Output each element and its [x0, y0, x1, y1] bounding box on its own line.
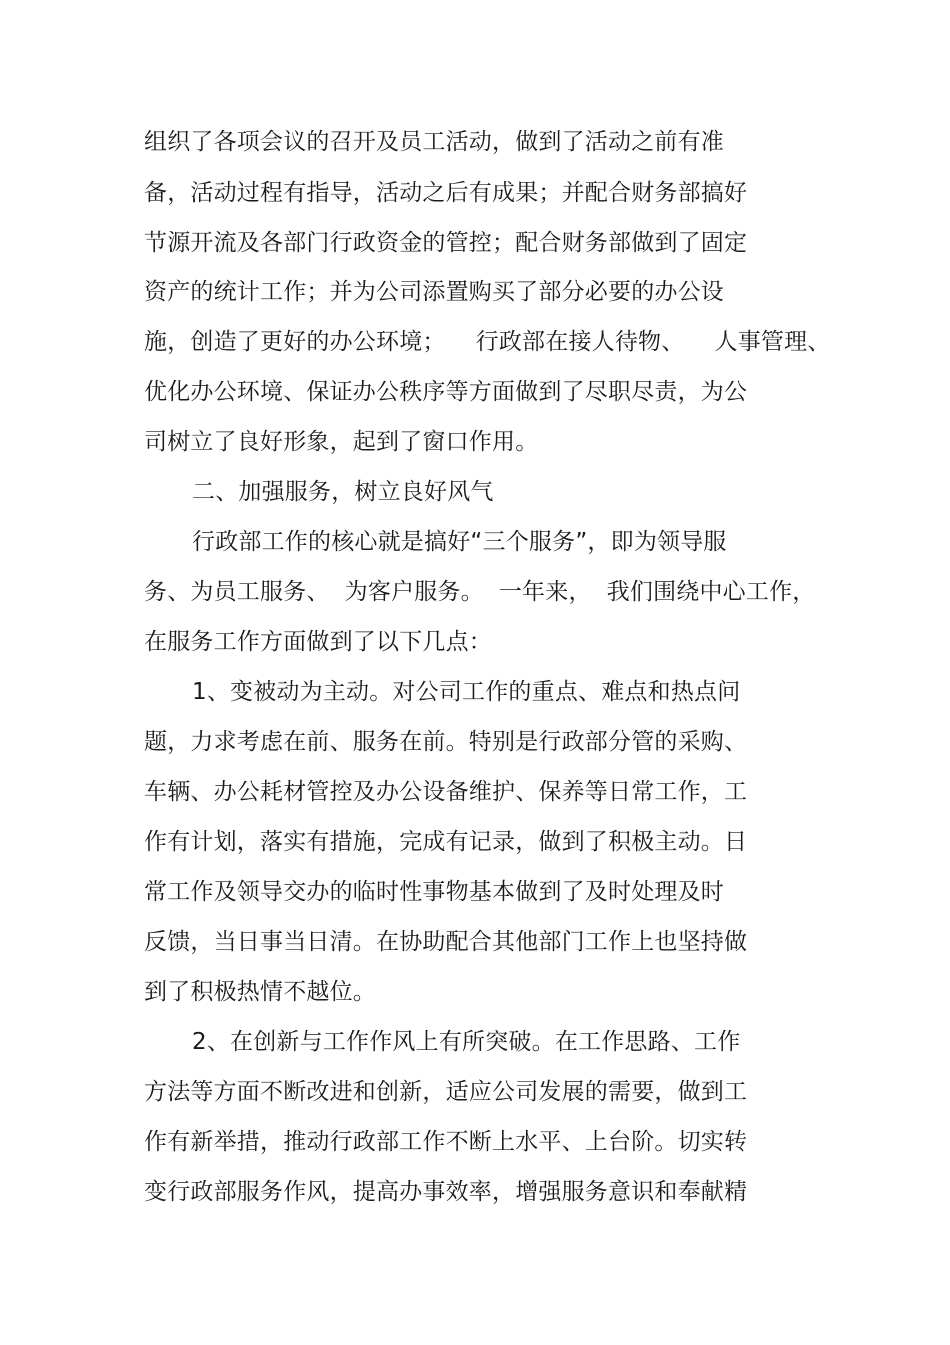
text-line: 务、为员工服务、 为客户服务。 一年来， 我们围绕中心工作， [144, 579, 816, 605]
text-line: 施，创造了更好的办公环境； 行政部在接人待物、 人事管理、 [144, 329, 831, 355]
text-line: 优化办公环境、保证办公秩序等方面做到了尽职尽责，为公 [144, 379, 748, 405]
text-line: 作有计划，落实有措施，完成有记录，做到了积极主动。日 [144, 829, 748, 855]
section-heading: 二、加强服务，树立良好风气 [192, 479, 494, 505]
text-line: 作有新举措，推动行政部工作不断上水平、上台阶。切实转 [144, 1129, 748, 1155]
text-line: 方法等方面不断改进和创新，适应公司发展的需要，做到工 [144, 1079, 748, 1105]
text-line: 常工作及领导交办的临时性事物基本做到了及时处理及时 [144, 879, 724, 905]
text-line: 在服务工作方面做到了以下几点： [144, 629, 492, 655]
text-line: 车辆、办公耗材管控及办公设备维护、保养等日常工作，工 [144, 779, 748, 805]
text-line: 节源开流及各部门行政资金的管控；配合财务部做到了固定 [144, 230, 748, 256]
text-line: 2、在创新与工作作风上有所突破。在工作思路、工作 [192, 1029, 741, 1055]
text-line: 反馈，当日事当日清。在协助配合其他部门工作上也坚持做 [144, 929, 748, 955]
text-line: 司树立了良好形象，起到了窗口作用。 [144, 429, 539, 455]
text-line: 资产的统计工作；并为公司添置购买了部分必要的办公设 [144, 279, 724, 305]
text-line: 1、变被动为主动。对公司工作的重点、难点和热点问 [192, 679, 741, 705]
text-line: 备，活动过程有指导，活动之后有成果；并配合财务部搞好 [144, 180, 748, 206]
text-line: 到了积极热情不越位。 [144, 979, 376, 1005]
text-line: 组织了各项会议的召开及员工活动，做到了活动之前有准 [144, 129, 724, 155]
text-line: 变行政部服务作风，提高办事效率，增强服务意识和奉献精 [144, 1179, 748, 1205]
text-line: 行政部工作的核心就是搞好“三个服务”，即为领导服 [192, 529, 727, 555]
text-line: 题，力求考虑在前、服务在前。特别是行政部分管的采购、 [144, 729, 748, 755]
